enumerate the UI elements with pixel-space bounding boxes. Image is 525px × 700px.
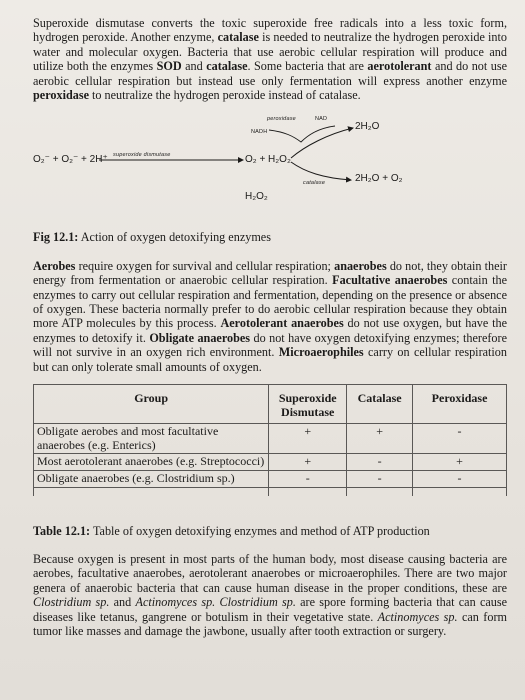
- cell-group: Most aerotolerant anaerobes (e.g. Streptococci): [34, 454, 269, 471]
- table-row: [34, 471, 507, 488]
- text-run: Superoxide dismutase converts the toxic superoxide free radicals into a less toxic form, hydrogen peroxide. Another enzyme,: [33, 16, 507, 45]
- h2o2-label: H₂O₂: [245, 191, 268, 203]
- water-top-label: 2H₂O: [355, 121, 380, 133]
- term-microaerophiles: Microaerophiles: [278, 345, 364, 360]
- paragraph-sod-catalase: [33, 16, 507, 102]
- table-caption-text: Table of oxygen detoxifying enzymes and method of ATP production: [90, 523, 430, 538]
- text-run: to neutralize the hydrogen peroxide instead of catalase.: [88, 88, 361, 103]
- table-row: [34, 424, 507, 454]
- figure-caption-label: Fig 12.1:: [33, 230, 79, 245]
- cell-peroxidase: +: [413, 454, 507, 471]
- text-run: is needed to neutralize the hydrogen peroxide into water and molecular oxygen. Bacteria that use aerobic cellular respiration will produce and utilize both the enzymes: [33, 30, 507, 74]
- cell-sod: +: [269, 454, 347, 471]
- text-run: carry on cellular respiration but can only tolerate small amounts of oxygen.: [33, 345, 507, 374]
- table-caption: [33, 524, 507, 538]
- term-clostridium: Clostridium sp.: [33, 595, 110, 610]
- cell-group: Obligate aerobes and most facultative anaerobes (e.g. Enterics): [34, 424, 269, 454]
- term-peroxidase: peroxidase: [33, 88, 89, 103]
- term-anaerobes: anaerobes: [334, 258, 387, 273]
- reaction-diagram: [33, 106, 507, 228]
- table-header-row: [34, 385, 507, 424]
- nad-curve: [269, 126, 335, 142]
- text-run: do not use oxygen, but have the enzymes to detoxify it.: [33, 316, 507, 345]
- term-catalase: catalase: [206, 59, 248, 74]
- header-sod: Superoxide Dismutase: [269, 385, 347, 424]
- figure-caption: [33, 230, 507, 244]
- spacer-cell: [269, 487, 347, 496]
- nadh-label: NADH: [251, 129, 268, 136]
- header-catalase: Catalase: [347, 385, 413, 424]
- term-catalase: catalase: [217, 30, 259, 45]
- term-sod: SOD: [156, 59, 182, 74]
- text-run: and: [181, 59, 207, 74]
- enzyme-table: [33, 384, 507, 496]
- text-run: do not have oxygen detoxifying enzymes; therefore will not survive in an oxygen rich environment.: [33, 330, 507, 360]
- peroxidase-label: peroxidase: [267, 116, 296, 123]
- text-run: do not, they obtain their energy from fermentation or anaerobic cellular respiration.: [33, 258, 507, 288]
- term-actinomyces: Actinomyces sp.: [135, 595, 216, 610]
- table-caption-label: Table 12.1:: [33, 523, 91, 538]
- nad-label: NAD: [315, 116, 328, 123]
- text-run: contain the enzymes to carry out cellular respiration and fermentation, depending on the presence or absence of oxygen. These bacteria normally prefer to do aerobic cellular respiration because they obtain more ATP molecules by this process.: [33, 273, 507, 331]
- peroxidase-arrow: [291, 128, 353, 158]
- water-oxygen-label: 2H₂O + O₂: [355, 173, 403, 185]
- header-group: Group: [34, 385, 269, 424]
- text-run: Because oxygen is present in most parts of the human body, most disease causing bacteria are aerobes, facultative anaerobes, aerotolerant anaerobes or microaerophiles. There are two major genera of anaerobic bacteria that can cause human disease in the proper conditions, these are: [33, 552, 507, 595]
- cell-catalase: -: [347, 471, 413, 488]
- table-row: [34, 454, 507, 471]
- cell-sod: -: [269, 471, 347, 488]
- products-label: O₂ + H₂O₂: [245, 154, 291, 166]
- cell-peroxidase: -: [413, 471, 507, 488]
- catalase-label: catalase: [303, 180, 326, 187]
- cell-peroxidase: -: [413, 424, 507, 454]
- term-actinomyces: Actinomyces sp.: [377, 609, 458, 624]
- cell-catalase: +: [347, 424, 413, 454]
- text-run: require oxygen for survival and cellular respiration;: [75, 258, 335, 273]
- text-run: can form tumor like masses and damage the jawbone, usually after tooth extraction or surgery.: [33, 609, 507, 639]
- spacer-cell: [34, 487, 269, 496]
- table-spacer-row: [34, 487, 507, 496]
- cell-sod: +: [269, 424, 347, 454]
- sod-label: superoxide dismutase: [113, 152, 171, 159]
- reactants-label: O₂⁻ + O₂⁻ + 2H⁺: [33, 154, 108, 166]
- spacer-cell: [347, 487, 413, 496]
- term-aerotolerant-anaerobes: Aerotolerant anaerobes: [220, 316, 344, 331]
- term-obligate-anaerobes: Obligate anaerobes: [149, 330, 251, 345]
- text-run: and: [109, 595, 136, 610]
- cell-group: Obligate anaerobes (e.g. Clostridium sp.): [34, 471, 269, 488]
- text-run: . Some bacteria that are: [247, 59, 368, 74]
- text-run: are spore forming bacteria that can cause diseases like tetanus, gangrene or botulism in their vegetative state.: [33, 595, 508, 624]
- paragraph-oxygen-requirements: [33, 259, 507, 374]
- term-aerotolerant: aerotolerant: [367, 59, 432, 74]
- term-facultative-anaerobes: Facultative anaerobes: [332, 273, 448, 288]
- header-peroxidase: Peroxidase: [413, 385, 507, 424]
- spacer-cell: [413, 487, 507, 496]
- cell-catalase: -: [347, 454, 413, 471]
- term-clostridium: Clostridium sp.: [219, 595, 296, 610]
- paragraph-anaerobic-pathogens: [33, 552, 507, 638]
- figure-caption-text: Action of oxygen detoxifying enzymes: [78, 230, 271, 245]
- term-aerobes: Aerobes: [33, 258, 76, 273]
- text-run: and do not use aerobic cellular respiration but instead use only fermentation will express another enzyme: [33, 59, 507, 88]
